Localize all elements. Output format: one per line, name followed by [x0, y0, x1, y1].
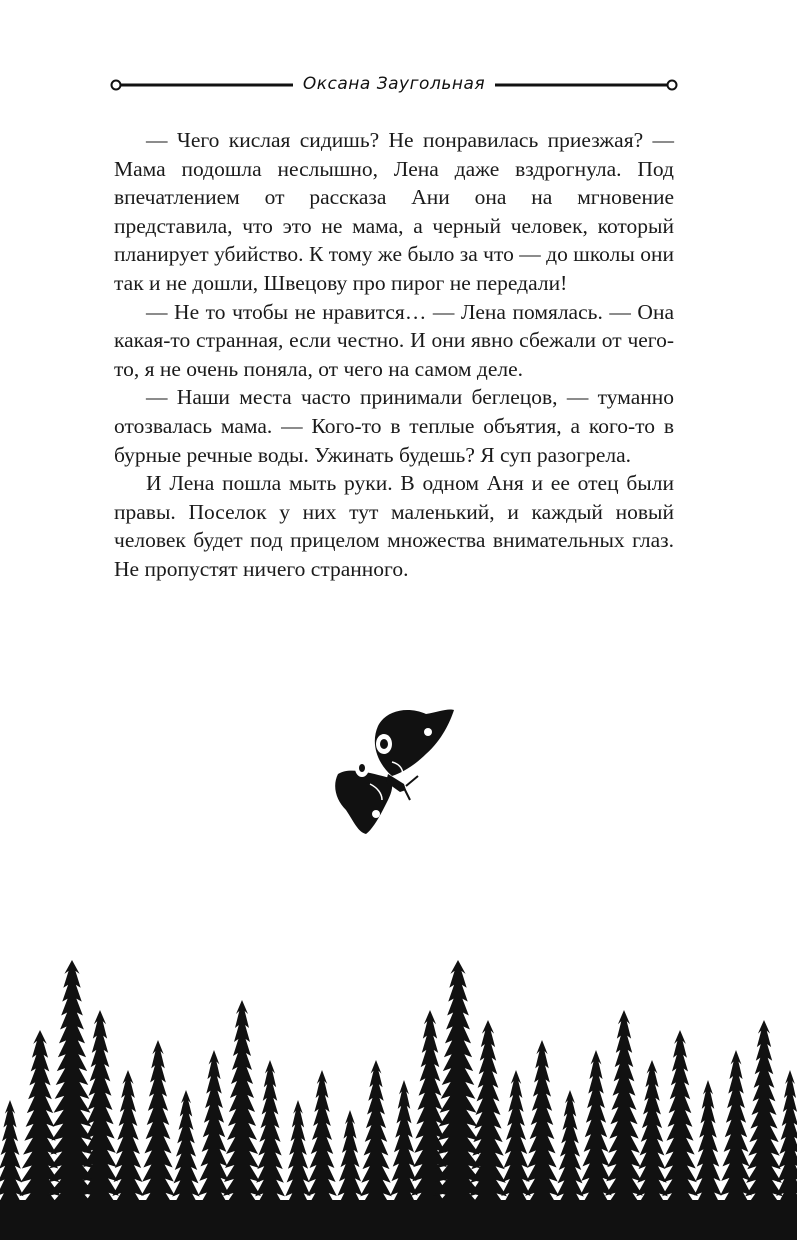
- forest-silhouette: [0, 950, 797, 1240]
- tree-silhouette: [254, 1060, 286, 1210]
- tree-silhouette: [171, 1090, 201, 1210]
- paragraph: — Не то чтобы не нравится… — Лена помялась. — Она какая-то странная, если честно. И они явно сбежали от чего-то, я не очень поняла, от чего на самом деле.: [114, 299, 674, 381]
- paragraph: И Лена пошла мыть руки. В одном Аня и ее отец были правы. Поселок у них тут маленький, и каждый новый человек будет под прицелом множества внимательных глаз. Не пропустят ничего странного.: [114, 471, 674, 581]
- body-text: [114, 126, 674, 584]
- tree-silhouette: [661, 1030, 699, 1210]
- running-header-title: [110, 74, 678, 94]
- tree-silhouette: [222, 1000, 262, 1210]
- tree-silhouette: [579, 1050, 613, 1210]
- tree-silhouette: [604, 1010, 644, 1210]
- tree-silhouette: [555, 1090, 585, 1210]
- paragraph: — Наши места часто принимали беглецов, — туманно отозвалась мама. — Кого-то в теплые объятия, а кого-то в бурные речные воды. Ужинать будешь? Я суп разогрела.: [114, 385, 674, 467]
- tree-silhouette: [111, 1070, 145, 1210]
- tree-silhouette: [468, 1020, 508, 1210]
- tree-silhouette: [524, 1040, 560, 1210]
- author-name: Оксана Заугольная: [293, 74, 495, 94]
- tree-silhouette: [306, 1070, 338, 1210]
- tree-silhouette: [197, 1050, 231, 1210]
- tree-silhouette: [359, 1060, 393, 1210]
- tree-silhouette: [693, 1080, 723, 1210]
- tree-silhouette: [140, 1040, 176, 1210]
- tree-silhouette: [18, 1030, 62, 1210]
- tree-silhouette: [284, 1100, 312, 1210]
- butterfly-icon: [330, 704, 460, 839]
- tree-silhouette: [336, 1110, 364, 1210]
- tree-silhouette: [775, 1070, 797, 1210]
- tree-silhouette: [635, 1060, 669, 1210]
- running-header: [110, 70, 678, 100]
- paragraph: — Чего кислая сидишь? Не понравилась приезжая? — Мама подошла неслышно, Лена даже вздрогнула. Под впечатлением от рассказа Ани она на мгновение представила, что это не мама, а черный человек, который планирует убийство. К тому же было за что — до школы они так и не дошли, Швецову про пирог не передали!: [114, 128, 674, 295]
- tree-silhouette: [500, 1070, 532, 1210]
- tree-silhouette: [719, 1050, 753, 1210]
